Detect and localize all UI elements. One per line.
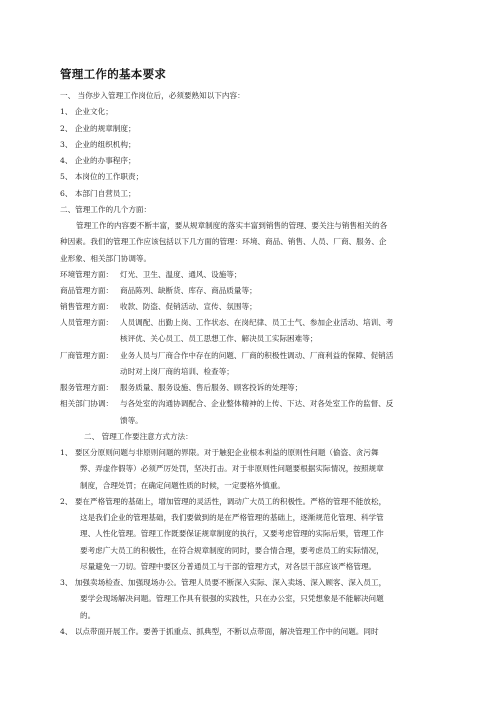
aspect-text: 业务人员与厂商合作中存在的问题、厂商的积极性调动、厂商利益的保障、促销活 [120,351,394,360]
section3-item-line: 要考虑广大员工的积极性，在符合规章制度的同时，要合情合理，要考虑员工的实际情况， [80,546,384,555]
aspect-label: 人员管理方面： [60,318,114,327]
section3-item-line: 尽量避免一刀切。管理中要区分普通员工与干部的管理方式，对各层干部应该严格管理。 [80,562,377,571]
aspect-label: 环境管理方面： [60,270,114,279]
section3-item-line: 的。 [80,611,96,620]
section3-item-line: 这是我们企业的管理基础，我们要做到的是在严格管理的基础上，逐渐规范化管理、科学管 [80,513,384,522]
section2-heading: 二、管理工作的几个方面： [60,205,152,214]
aspect-label: 相关部门协调： [60,399,114,408]
section3-item-line: 制度，合理处罚；在确定问题性质的时候，一定要格外慎重。 [80,481,286,490]
aspect-text: 馈等。 [120,416,143,425]
aspect-text: 灯光、卫生、温度、通风、设施等； [120,270,242,279]
section3-heading: 二、 管理工作要注意方式方法： [84,432,193,441]
aspect-text: 核评优、关心员工、员工思想工作、解决员工实际困难等； [120,334,318,343]
section2-intro-line: 管理工作的内容要不断丰富，要从规章制度的落实丰富到销售的管理、要关注与销售相关的各 [76,221,388,230]
aspect-text: 收款、防盗、促销活动、宣传、氛围等； [120,302,257,311]
section3-item-line: 要学会现场解决问题。管理工作具有很强的实践性，只在办公室，只凭想象是不能解决问题 [80,594,384,603]
aspect-label: 服务管理方面： [60,383,114,392]
aspect-text: 人员调配、出勤上岗、工作状态、在岗纪律、员工士气、参加企业活动、培训、考 [120,318,394,327]
aspect-text: 服务质量、服务设施、售后服务、顾客投诉的处理等； [120,383,303,392]
section3-item-line: 弊、弄虚作假等）必须严厉处罚，坚决打击。对于非原则性问题要根据实际情况，按照规章 [80,464,384,473]
section1-item: 5、 本岗位的工作职责； [60,172,144,181]
section1-item: 1、 企业文化； [60,107,113,116]
aspect-text: 动时对上岗厂商的培训、检查等； [120,367,234,376]
section1-item: 4、 企业的办事程序； [60,156,136,165]
document-title: 管理工作的基本要求 [60,67,167,81]
section3-item-line: 4、 以点带面开展工作。要善于抓重点、抓典型，不断以点带面，解决管理工作中的问题。同时 [60,627,379,636]
section2-intro-line: 种因素。我们的管理工作应该包括以下几方面的管理：环境、商品、销售、人员、厂商、服务、企 [60,237,387,246]
aspect-label: 商品管理方面： [60,286,114,295]
section3-item-line: 2、 要在严格管理的基础上，增加管理的灵活性，调动广大员工的积极性。严格的管理不能放松， [60,497,387,506]
aspect-label: 销售管理方面： [60,302,114,311]
section3-item-line: 3、 加强卖场检查、加强现场办公。管理人员要不断深入实际、深入卖场、深入顾客、深入员工， [60,578,387,587]
aspect-label: 厂商管理方面： [60,351,114,360]
section1-heading: 一、 当你步入管理工作岗位后，必须要熟知以下内容： [60,91,245,100]
section2-intro-line: 业形象、相关部门协调等。 [60,254,152,263]
aspect-text: 商品陈列、缺断货、库存、商品质量等； [120,286,257,295]
section3-item-line: 理、人性化管理。管理工作既要保证规章制度的执行，又要考虑管理的实际后果，管理工作 [80,529,384,538]
section1-item: 6、 本部门自营员工； [60,189,136,198]
section1-item: 2、 企业的规章制度； [60,124,136,133]
section1-item: 3、 企业的组织机构； [60,140,136,149]
aspect-text: 与各处室的沟通协调配合、企业整体精神的上传、下达、对各处室工作的监督、反 [120,399,394,408]
section3-item-line: 1、 要区分原则问题与非原则问题的界限。对于触犯企业根本利益的原则性问题（偷盗、贪污舞 [60,448,379,457]
